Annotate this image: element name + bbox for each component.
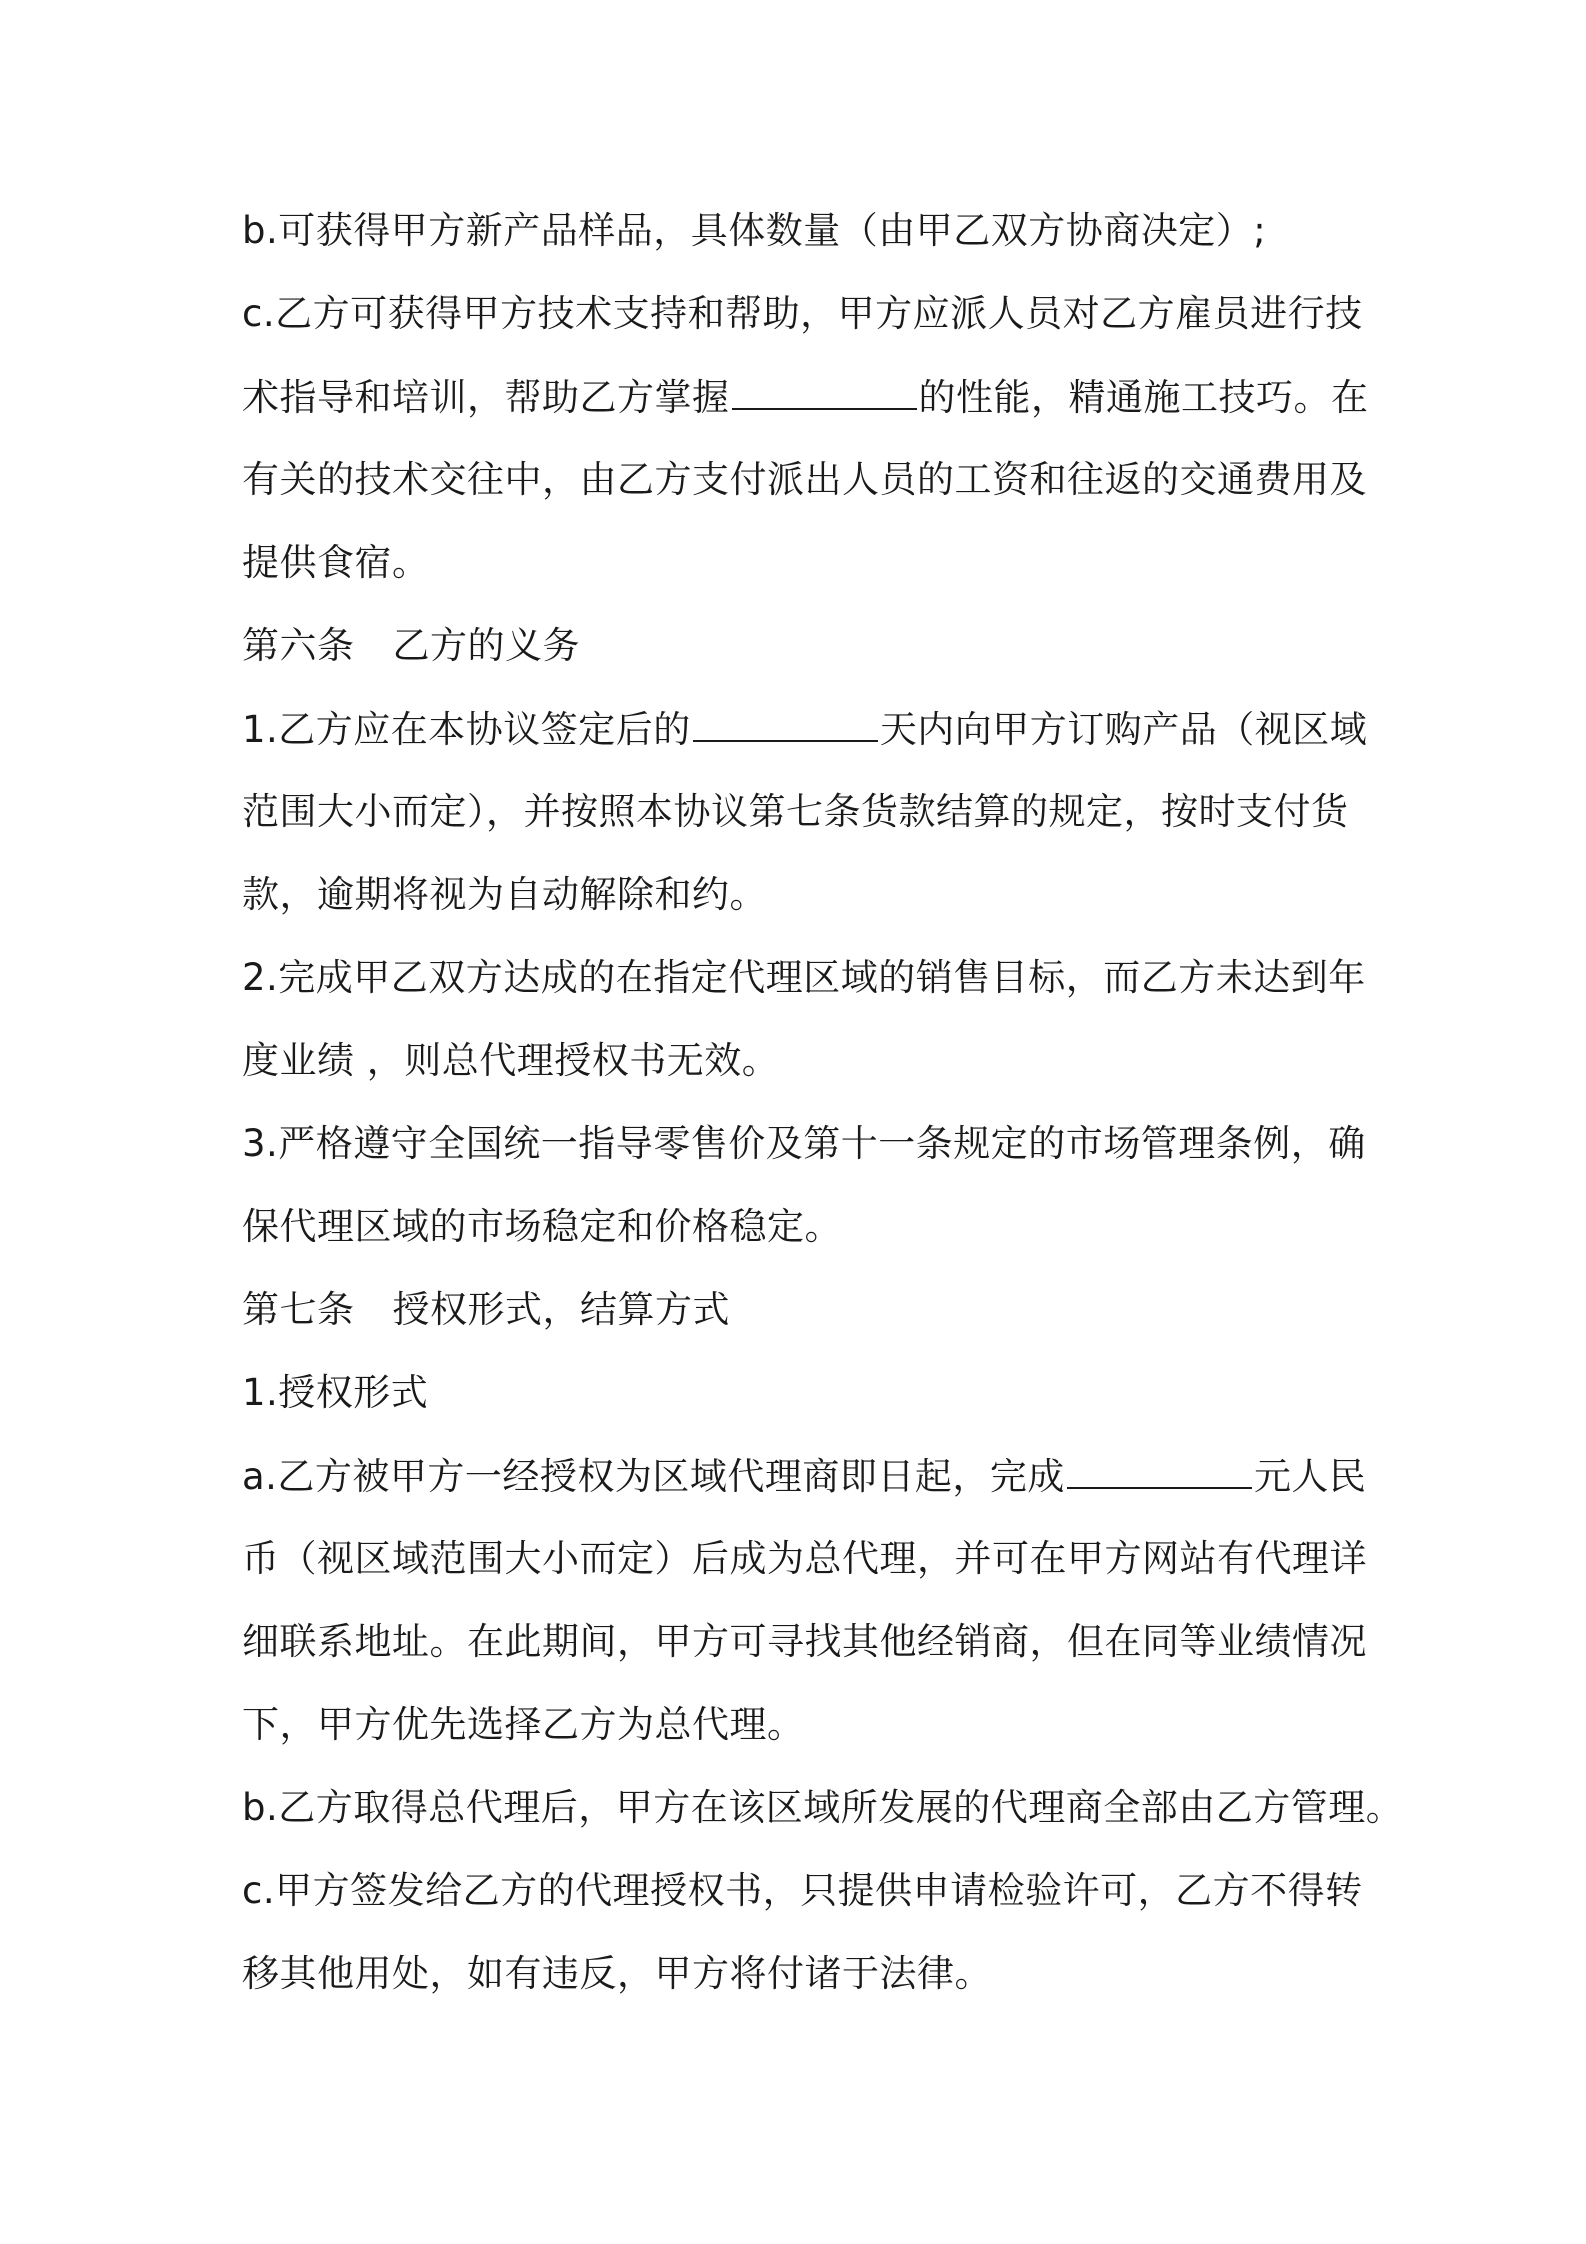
text: 天内向甲方订购产品（视区域 [879,708,1368,751]
obligation-3-line1 [242,1119,1366,1169]
text: 元人民 [1253,1455,1367,1498]
text: 移其他用处，如有违反，甲方将付诸于法律。 [242,1952,992,1995]
text: 细联系地址。在此期间，甲方可寻找其他经销商，但在同等业绩情况 [242,1620,1367,1663]
text: 度业绩 ，则总代理授权书无效。 [242,1039,780,1082]
text: 提供食宿。 [242,541,430,584]
auth-form-heading [242,1368,428,1418]
paragraph-item-c-line3 [242,455,1367,505]
text: b.可获得甲方新产品样品，具体数量（由甲乙双方协商决定）; [242,209,1267,252]
text: 有关的技术交往中，由乙方支付派出人员的工资和往返的交通费用及 [242,458,1367,501]
text: a.乙方被甲方一经授权为区域代理商即日起，完成 [242,1455,1065,1498]
text: 币（视区域范围大小而定）后成为总代理，并可在甲方网站有代理详 [242,1537,1367,1580]
auth-c-line1 [242,1866,1363,1916]
text: 1.乙方应在本协议签定后的 [242,708,691,751]
obligation-1-line1 [242,704,1367,754]
auth-a-line3 [242,1617,1367,1667]
obligation-3-line2 [242,1202,842,1252]
article-number: 第六条 [242,624,355,667]
article-title: 乙方的义务 [392,624,580,667]
article-number: 第七条 [242,1288,355,1331]
text: 款，逾期将视为自动解除和约。 [242,873,767,916]
fill-in-blank [732,372,917,410]
fill-in-blank [1067,1451,1252,1489]
text: 保代理区域的市场稳定和价格稳定。 [242,1205,842,1248]
auth-b [242,1783,1403,1833]
auth-c-line2 [242,1949,992,1999]
article-6-heading [242,621,580,671]
paragraph-item-c-line2 [242,372,1369,422]
text: 范围大小而定），并按照本协议第七条货款结算的规定，按时支付货 [242,790,1349,833]
auth-a-line2 [242,1534,1367,1584]
text: b.乙方取得总代理后，甲方在该区域所发展的代理商全部由乙方管理。 [242,1786,1404,1829]
paragraph-item-c-line1 [242,289,1363,339]
paragraph-item-b-benefit [242,206,1266,256]
obligation-1-line2 [242,787,1349,837]
article-title: 授权形式，结算方式 [392,1288,730,1331]
text: 1.授权形式 [242,1371,429,1414]
text: c.甲方签发给乙方的代理授权书，只提供申请检验许可，乙方不得转 [242,1869,1363,1912]
article-7-heading [242,1285,730,1335]
obligation-2-line1 [242,953,1366,1003]
text: c.乙方可获得甲方技术支持和帮助，甲方应派人员对乙方雇员进行技 [242,292,1363,335]
text: 3.严格遵守全国统一指导零售价及第十一条规定的市场管理条例，确 [242,1122,1366,1165]
text: 的性能，精通施工技巧。在 [918,376,1369,419]
paragraph-item-c-line4 [242,538,430,588]
obligation-1-line3 [242,870,767,920]
text: 术指导和培训，帮助乙方掌握 [242,376,730,419]
text: 下，甲方优先选择乙方为总代理。 [242,1703,805,1746]
auth-a-line4 [242,1700,805,1750]
fill-in-blank [693,704,878,742]
auth-a-line1 [242,1451,1366,1501]
text: 2.完成甲乙双方达成的在指定代理区域的销售目标，而乙方未达到年 [242,956,1366,999]
obligation-2-line2 [242,1036,779,1086]
